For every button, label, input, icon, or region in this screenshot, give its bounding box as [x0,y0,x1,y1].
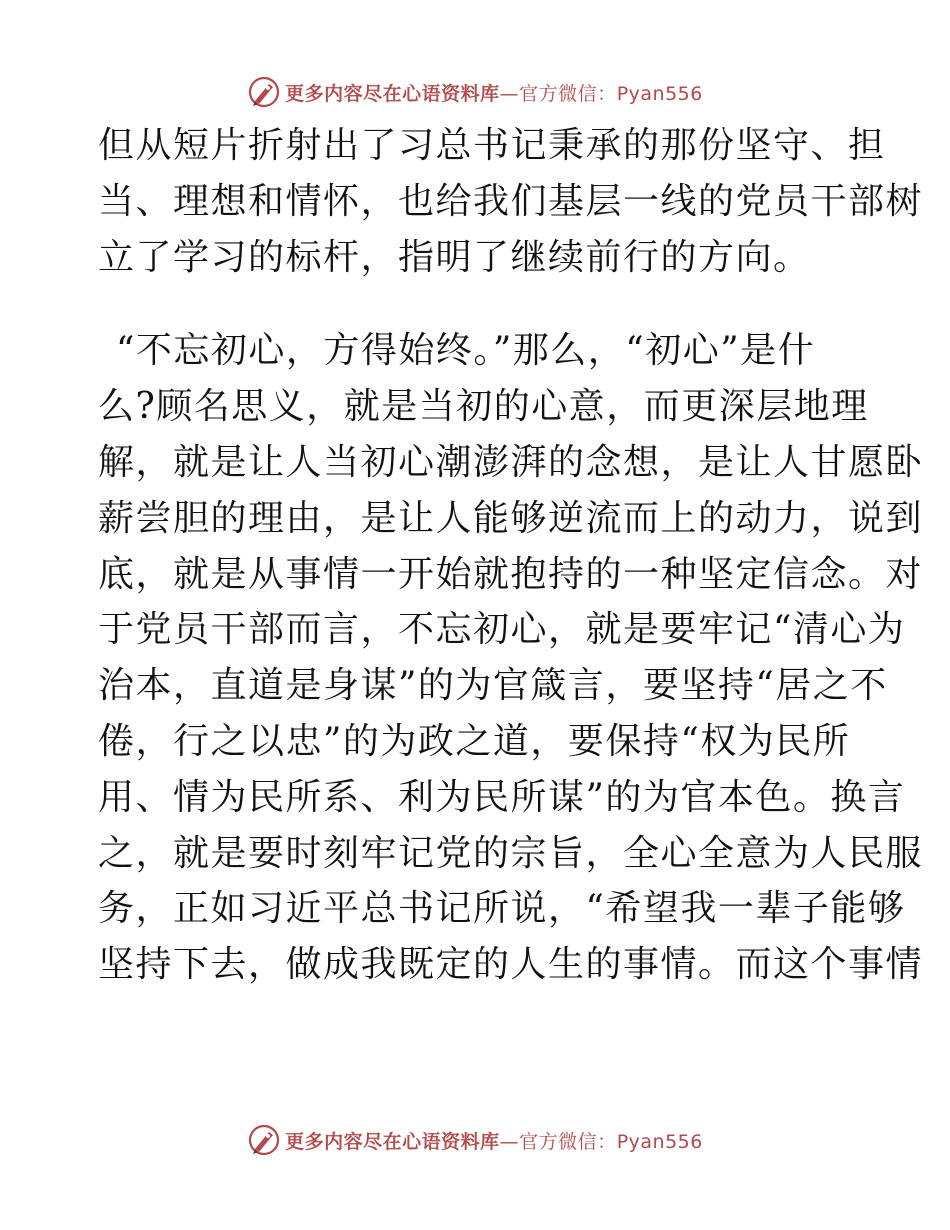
footer-banner [0,1120,950,1160]
paragraph-2 [98,323,924,993]
text-line: 但从短片折射出了习总书记秉承的那份坚守、担 [98,125,886,166]
footer-banner-text [285,1127,703,1154]
pen-logo-icon [247,75,281,109]
text-line: 用、情为民所系、利为民所谋”的为官本色。换言 [98,776,906,818]
text-line: “不忘初心，方得始终。”那么，“初心”是什 [116,330,816,372]
header-wechat-handle: Pyan556 [616,82,703,105]
header-site-name: 更多内容尽在心语资料库 [285,82,500,105]
text-line: 立了学习的标杆，指明了继续前行的方向。 [98,236,811,278]
pen-logo-icon [247,1123,281,1157]
footer-wechat-label: 官方微信： [519,1130,617,1153]
text-line: 于党员干部而言，不忘初心，就是要牢记“清心为 [98,609,906,651]
text-line: 当、理想和情怀，也给我们基层一线的党员干部树 [98,180,924,222]
header-wechat-label: 官方微信： [519,82,617,105]
text-line: 务，正如习近平总书记所说，“希望我一辈子能够 [98,888,906,930]
header-banner [0,72,950,112]
footer-site-name: 更多内容尽在心语资料库 [285,1130,500,1153]
document-body [98,118,924,993]
text-line: 底，就是从事情一开始就抱持的一种坚定信念。对 [98,553,924,595]
text-line: 薪尝胆的理由，是让人能够逆流而上的动力，说到 [98,497,924,539]
header-banner-text [285,79,703,106]
text-line: 之，就是要时刻牢记党的宗旨，全心全意为人民服 [98,832,924,874]
text-line: 治本，直道是身谋”的为官箴言，要坚持“居之不 [98,665,888,707]
text-line: 解，就是让人当初心潮澎湃的念想，是让人甘愿卧 [98,441,924,483]
text-line: 倦，行之以忠”的为政之道，要保持“权为民所 [98,720,851,762]
footer-wechat-handle: Pyan556 [616,1130,703,1153]
text-line: 坚持下去，做成我既定的人生的事情。而这个事情 [98,944,924,986]
paragraph-1 [98,118,924,285]
header-separator: — [499,82,520,105]
text-line: 么?顾名思义，就是当初的心意，而更深层地理 [98,386,869,428]
footer-separator: — [499,1130,520,1153]
